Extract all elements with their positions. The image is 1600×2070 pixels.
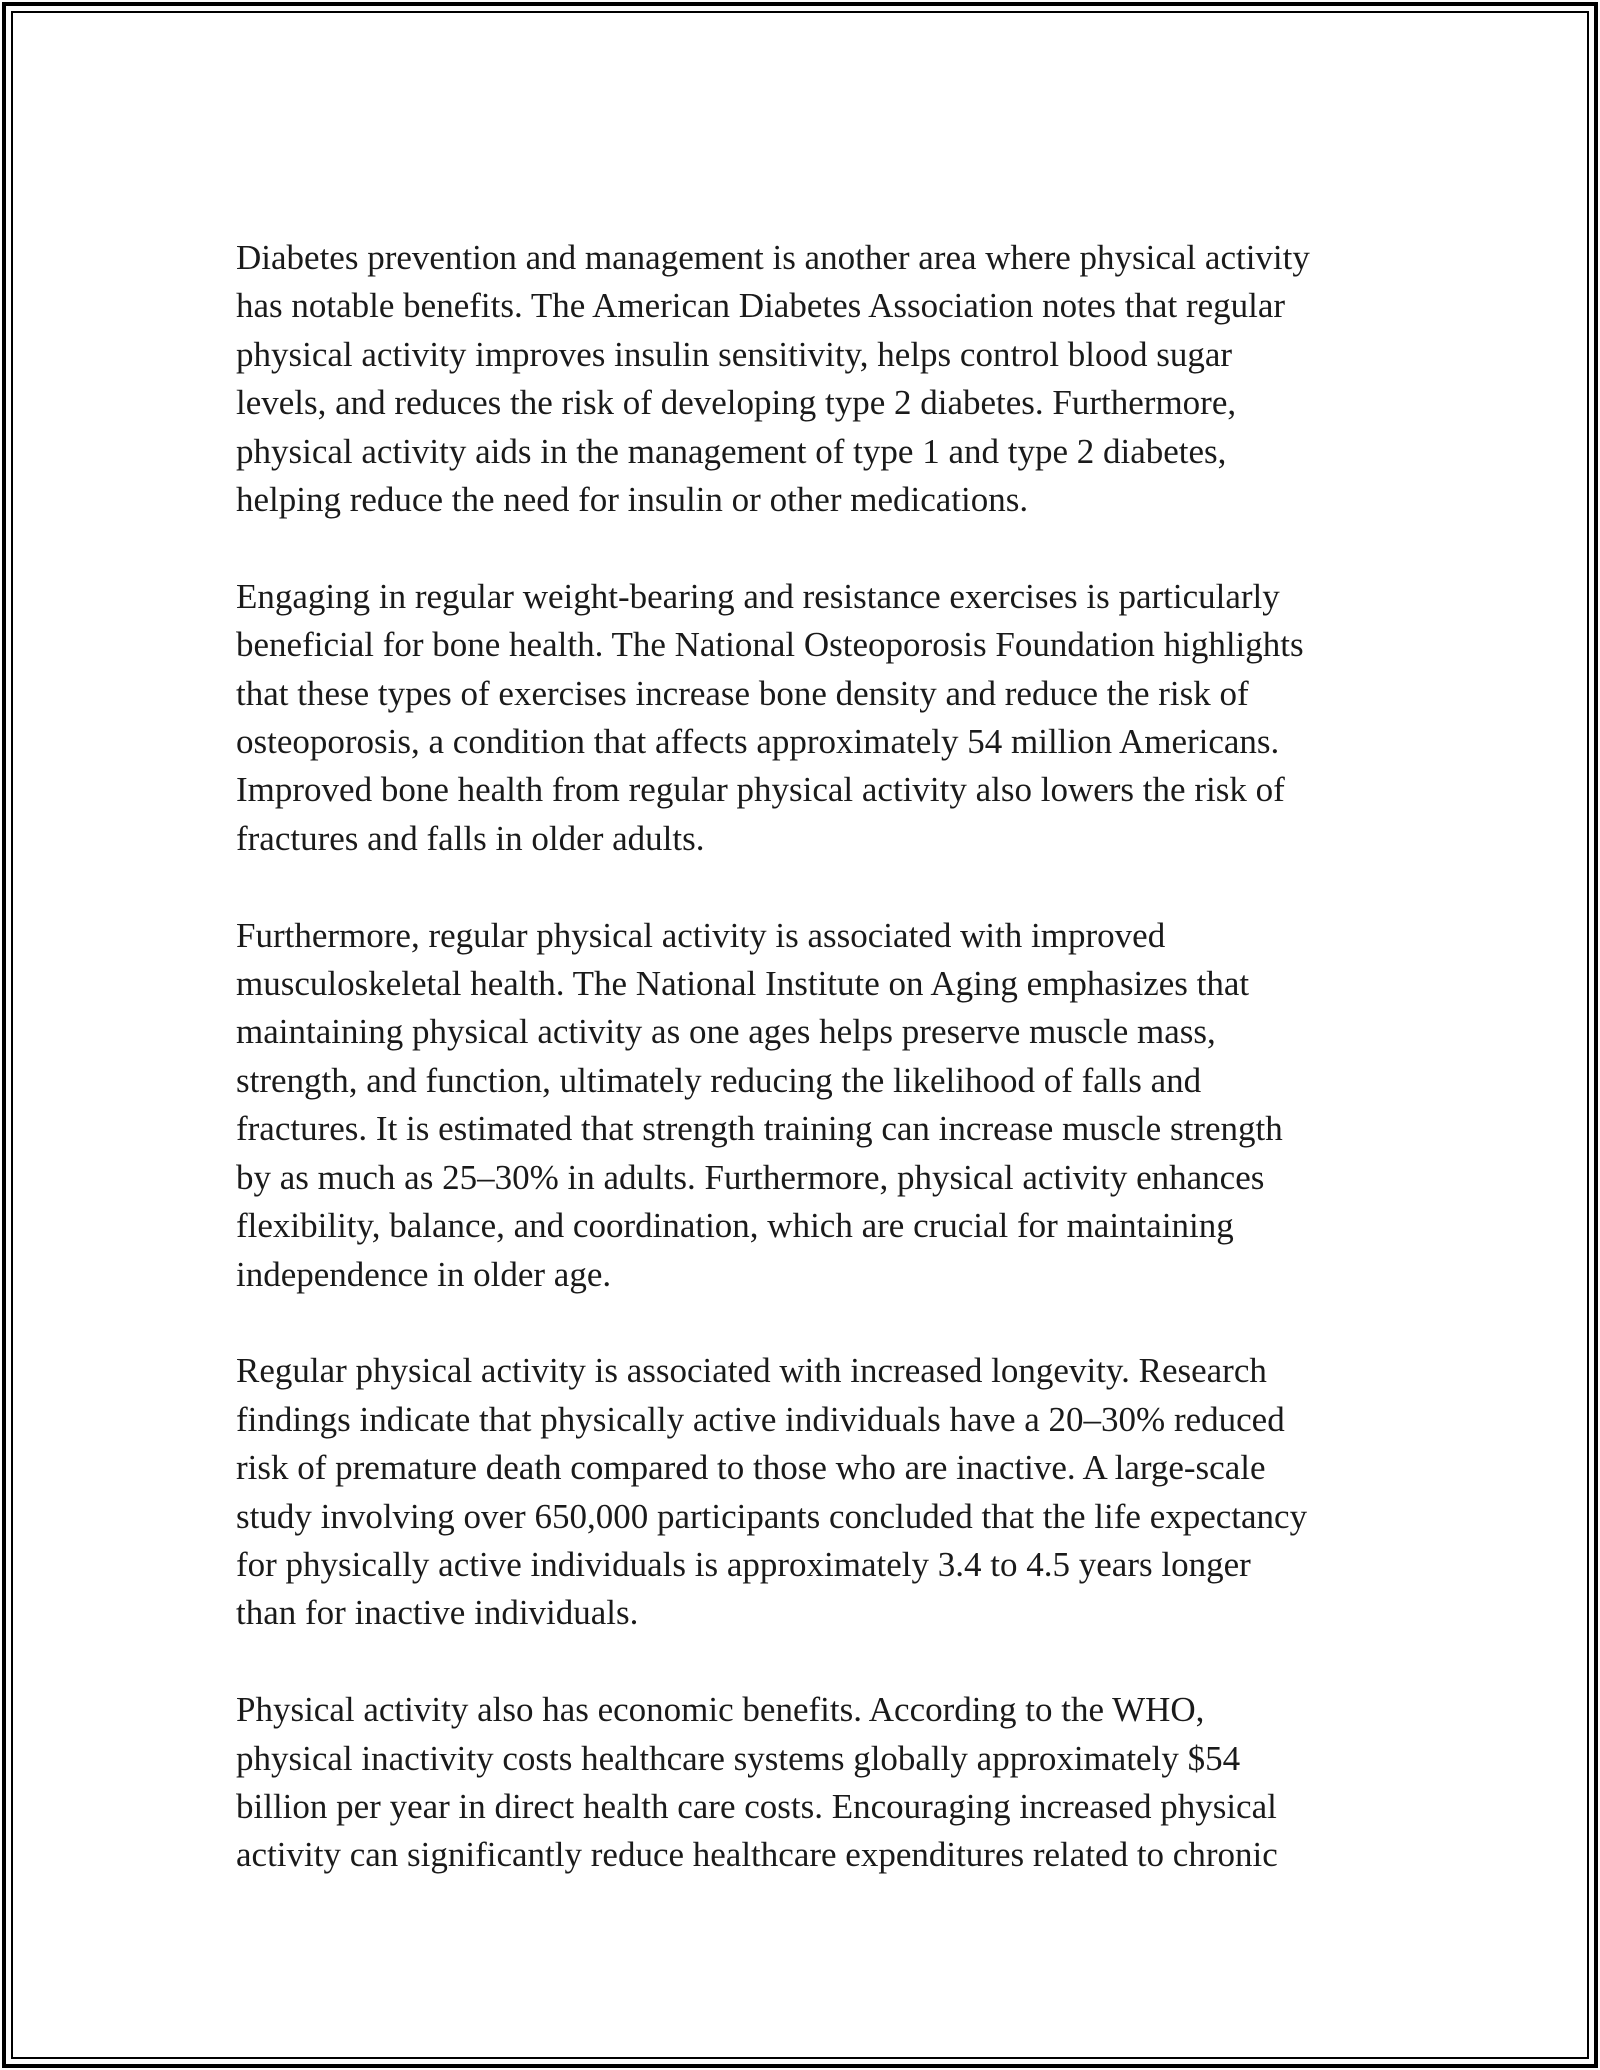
paragraph-economic <box>236 1686 1396 1880</box>
text-line: Diabetes prevention and management is another area where physical activity <box>236 238 1310 277</box>
text-line: osteoporosis, a condition that affects approximately 54 million Americans. <box>236 722 1280 762</box>
text-line: beneficial for bone health. The National Osteoporosis Foundation highlights <box>236 625 1304 665</box>
text-line: levels, and reduces the risk of developing type 2 diabetes. Furthermore, <box>236 383 1237 423</box>
text-line: Physical activity also has economic benefits. According to the WHO, <box>236 1690 1205 1730</box>
text-line: Regular physical activity is associated with increased longevity. Research <box>236 1351 1267 1391</box>
text-line: billion per year in direct health care costs. Encouraging increased physical <box>236 1786 1277 1826</box>
text-line: Furthermore, regular physical activity is associated with improved <box>236 915 1166 955</box>
paragraph-diabetes <box>236 234 1396 524</box>
text-line: fractures. It is estimated that strength training can increase muscle strength <box>236 1109 1283 1149</box>
text-line: physical activity improves insulin sensitivity, helps control blood sugar <box>236 334 1233 374</box>
text-line: study involving over 650,000 participants concluded that the life expectancy <box>236 1496 1308 1536</box>
text-line: has notable benefits. The American Diabetes Association notes that regular <box>236 286 1286 326</box>
text-line: maintaining physical activity as one ages helps preserve muscle mass, <box>236 1012 1216 1052</box>
text-line: physical activity aids in the management of type 1 and type 2 diabetes, <box>236 431 1227 471</box>
text-line: independence in older age. <box>236 1254 612 1294</box>
text-line: fractures and falls in older adults. <box>236 818 705 858</box>
text-line: flexibility, balance, and coordination, which are crucial for maintaining <box>236 1206 1234 1246</box>
text-line: risk of premature death compared to those who are inactive. A large-scale <box>236 1448 1266 1488</box>
text-line: strength, and function, ultimately reducing the likelihood of falls and <box>236 1060 1202 1100</box>
text-line: musculoskeletal health. The National Institute on Aging emphasizes that <box>236 964 1250 1004</box>
text-line: findings indicate that physically active individuals have a 20–30% reduced <box>236 1399 1285 1439</box>
text-line: physical inactivity costs healthcare systems globally approximately $54 <box>236 1738 1241 1778</box>
paragraph-bone-health <box>236 573 1396 863</box>
paragraph-longevity <box>236 1347 1396 1637</box>
text-line: for physically active individuals is approximately 3.4 to 4.5 years longer <box>236 1544 1251 1584</box>
text-line: activity can significantly reduce healthcare expenditures related to chronic <box>236 1835 1278 1875</box>
text-line: by as much as 25–30% in adults. Furthermore, physical activity enhances <box>236 1157 1265 1197</box>
text-line: Engaging in regular weight-bearing and resistance exercises is particularly <box>236 576 1280 616</box>
document-body <box>236 234 1396 1928</box>
text-line: than for inactive individuals. <box>236 1593 639 1633</box>
text-line: that these types of exercises increase bone density and reduce the risk of <box>236 673 1249 713</box>
paragraph-musculoskeletal <box>236 912 1396 1299</box>
text-line: Improved bone health from regular physical activity also lowers the risk of <box>236 770 1285 810</box>
text-line: helping reduce the need for insulin or other medications. <box>236 480 1029 520</box>
